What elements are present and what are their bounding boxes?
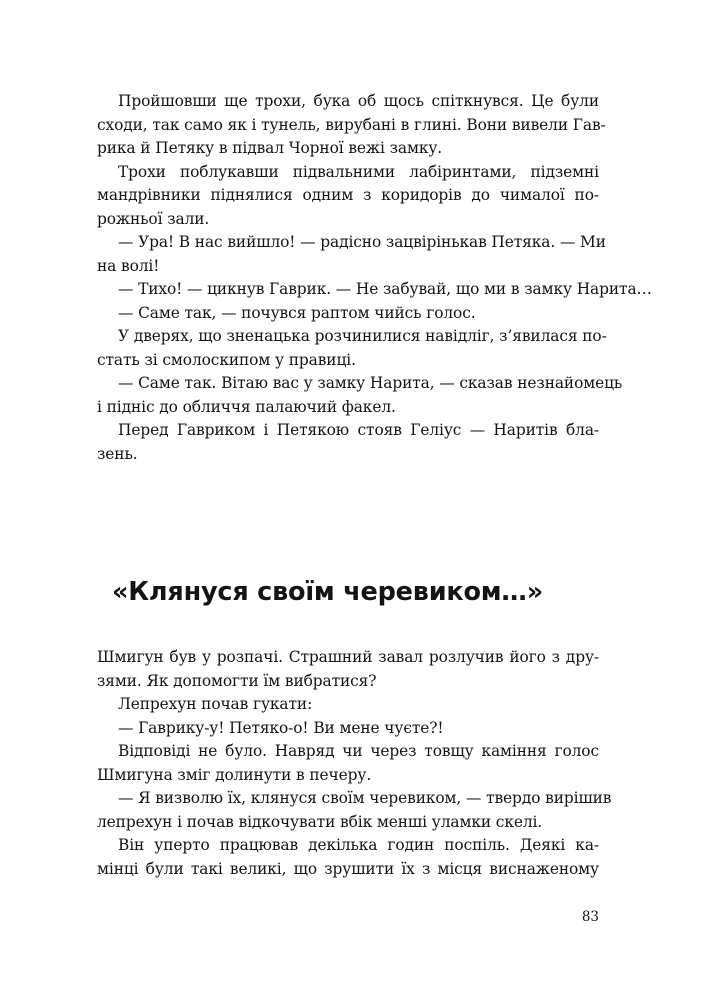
text-line: мінці були такі великі, що зрушити їх з місця виснаженому [97,859,599,878]
text-line: Шмигун був у розпачі. Страшний завал розлучив його з дру- [97,648,599,666]
text-line: зями. Як допомогти їм вибратися? [97,671,377,690]
text-line: сходи, так само як і тунель, вирубані в глині. Вони вивели Гав- [97,115,606,134]
text-line: Пройшовши ще трохи, бука об щось спіткнувся. Це були [118,92,599,110]
text-line: рика й Петяку в підвал Чорної вежі замку. [97,139,443,157]
text-line: зень. [97,444,138,463]
text-line: — Саме так. Вітаю вас у замку Нарита, — сказав незнайомець [118,374,623,392]
text-line: на волі! [97,256,160,275]
text-line: рожньої зали. [97,209,210,228]
text-line: — Гаврику-у! Петяко-о! Ви мене чуєте?! [118,718,444,737]
text-line: мандрівники піднялися одним з коридорів до чималої по- [97,186,599,204]
text-line: У дверях, що зненацька розчинилися навідліг, з’явилася по- [118,327,607,345]
text-line: — Ура! В нас вийшло! — радісно зацвірінькав Петяка. — Ми [118,233,606,251]
text-line: лепрехун і почав відкочувати вбік менші уламки скелі. [97,812,543,831]
text-line: Відповіді не було. Навряд чи через товщу каміння голос [118,742,599,760]
text-line: Шмигуна зміг долинути в печеру. [97,765,372,784]
text-line: Перед Гавриком і Петякою стояв Геліус — Наритів бла- [118,421,599,439]
chapter-heading: «Клянуся своїм черевиком…» [112,577,544,607]
text-line: стать зі смолоскипом у правиці. [97,350,356,369]
text-line: — Тихо! — цикнув Гаврик. — Не забувай, що ми в замку Нарита… [118,280,652,298]
text-section-bottom [97,646,612,881]
text-line: Він уперто працював декілька годин поспіль. Деякі ка- [118,836,599,854]
text-line: — Я визволю їх, клянуся своїм черевиком, — твердо вирішив [118,789,612,807]
text-line: — Саме так, — почувся раптом чийсь голос. [118,303,476,322]
text-section-top [97,90,652,466]
text-line: Трохи поблукавши підвальними лабіринтами, підземні [118,162,599,181]
page-number: 83 [581,909,599,925]
text-line: і підніс до обличчя палаючий факел. [97,397,396,416]
text-line: Лепрехун почав гукати: [118,695,313,713]
